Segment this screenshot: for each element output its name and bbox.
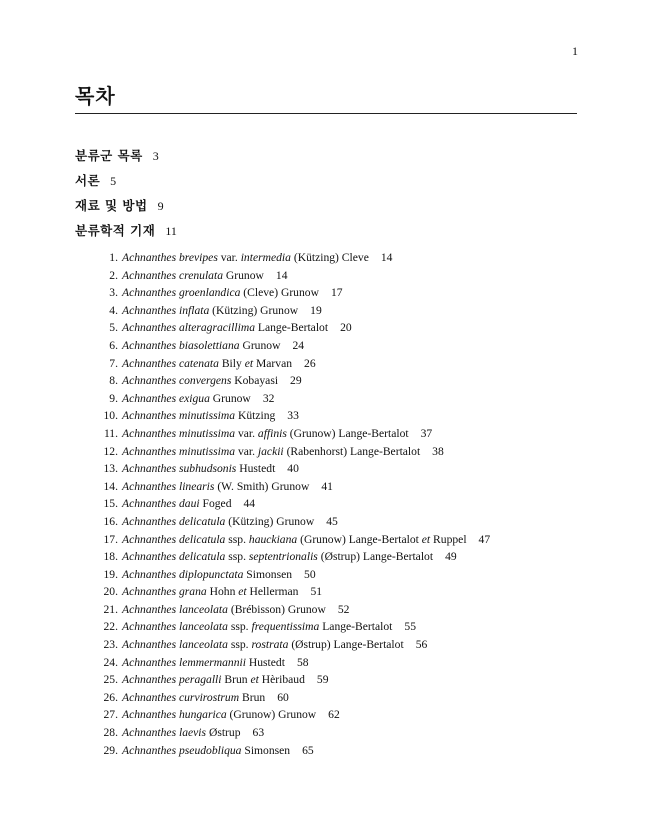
taxon-text: Lange-Bertalot (255, 321, 329, 335)
toc-entry[interactable] (92, 583, 490, 601)
toc-entry[interactable] (92, 601, 490, 619)
taxon-text: Kützing (235, 409, 276, 423)
entry-page: 55 (404, 620, 416, 634)
toc-entry[interactable] (92, 531, 490, 549)
taxon-text: (W. Smith) Grunow (214, 479, 310, 493)
entry-taxon-name (122, 304, 298, 317)
entry-taxon-name (122, 251, 369, 264)
taxon-text: Simonsen (241, 743, 291, 757)
toc-entry[interactable] (92, 284, 490, 302)
taxon-italic-text: et (421, 532, 431, 546)
entry-page: 56 (415, 638, 428, 652)
taxon-italic-text: Achnanthes lanceolata (122, 638, 228, 652)
entry-number: 6. (109, 338, 118, 352)
toc-entry[interactable] (92, 302, 490, 320)
entry-number: 23. (103, 638, 118, 652)
entry-page: 14 (275, 268, 288, 282)
entry-number: 26. (103, 690, 118, 704)
taxon-italic-text: Achnanthes laevis (122, 726, 207, 740)
taxon-text: Østrup (206, 726, 241, 740)
entry-taxon-name (122, 533, 467, 546)
section-page: 11 (165, 224, 177, 238)
entry-taxon-name (122, 427, 409, 440)
entry-taxon-name (122, 603, 326, 616)
entry-number: 3. (109, 286, 118, 300)
toc-entry[interactable] (92, 425, 490, 443)
taxon-italic-text: hauckiana (248, 532, 298, 546)
taxon-text: var. (235, 426, 258, 440)
taxon-text: (Kützing) Grunow (225, 514, 315, 528)
entry-page: 45 (326, 514, 338, 528)
entry-page: 37 (420, 426, 433, 440)
taxon-text: (Grunow) Grunow (226, 708, 317, 722)
taxon-entry-list (92, 249, 490, 759)
taxon-text: Kobayasi (231, 374, 279, 388)
taxon-italic-text: Achnanthes alteragracillima (122, 321, 255, 335)
entry-page: 17 (330, 286, 343, 300)
entry-taxon-name (122, 568, 292, 581)
taxon-italic-text: affinis (257, 426, 287, 440)
taxon-text: ssp. (225, 550, 249, 564)
entry-page: 40 (287, 462, 299, 476)
toc-entry[interactable] (92, 689, 490, 707)
taxon-italic-text: Achnanthes delicatula (122, 532, 226, 546)
entry-taxon-name (122, 550, 433, 563)
taxon-italic-text: Achnanthes pseudobliqua (122, 743, 242, 757)
entry-page: 47 (478, 532, 491, 546)
taxon-italic-text: Achnanthes curvirostrum (122, 690, 240, 704)
taxon-italic-text: jackii (257, 444, 284, 458)
toc-entry[interactable] (92, 319, 490, 337)
entry-taxon-name (122, 673, 305, 686)
toc-entry[interactable] (92, 390, 490, 408)
taxon-text: Marvan (253, 356, 293, 370)
entry-number: 17. (103, 532, 118, 546)
taxon-italic-text: Achnanthes catenata (122, 356, 219, 370)
entry-number: 19. (103, 567, 118, 581)
toc-entry[interactable] (92, 355, 490, 373)
entry-taxon-name (122, 286, 319, 299)
toc-entry[interactable] (92, 372, 490, 390)
entry-taxon-name (122, 515, 314, 528)
taxon-italic-text: et (238, 585, 247, 599)
entry-number: 20. (103, 585, 118, 599)
page-title: 목차 (75, 80, 577, 114)
toc-entry[interactable] (92, 706, 490, 724)
taxon-text: (Østrup) Lange-Bertalot (288, 638, 404, 652)
entry-number: 14. (103, 479, 118, 493)
taxon-text: (Østrup) Lange-Bertalot (317, 550, 434, 564)
toc-entry[interactable] (92, 443, 490, 461)
entry-page: 58 (296, 655, 309, 669)
entry-taxon-name (122, 726, 241, 739)
entry-page: 63 (252, 726, 265, 740)
entry-page: 62 (328, 708, 340, 722)
taxon-text: ssp. (227, 620, 252, 634)
entry-number: 13. (103, 462, 118, 476)
entry-page: 19 (310, 303, 322, 317)
taxon-text: Ruppel (430, 532, 467, 546)
entry-page: 26 (304, 356, 316, 370)
taxon-text: Hellerman (246, 585, 299, 599)
taxon-italic-text: Achnanthes grana (122, 585, 207, 599)
taxon-text: var. (235, 444, 258, 458)
taxon-text: Lange-Bertalot (319, 620, 393, 634)
taxon-italic-text: Achnanthes minutissima (122, 444, 236, 458)
taxon-italic-text: Achnanthes hungarica (122, 708, 227, 722)
taxon-text: ssp. (227, 638, 252, 652)
taxon-italic-text: intermedia (240, 251, 291, 264)
entry-number: 27. (103, 708, 118, 722)
taxon-italic-text: rostrata (251, 638, 289, 652)
toc-entry[interactable] (92, 654, 490, 672)
entry-taxon-name (122, 691, 265, 704)
entry-page: 49 (445, 550, 457, 564)
taxon-italic-text: et (250, 673, 259, 687)
taxon-italic-text: frequentissima (251, 620, 320, 634)
entry-number: 10. (103, 409, 118, 423)
toc-entry[interactable] (92, 267, 490, 285)
entry-taxon-name (122, 269, 264, 282)
toc-entry[interactable] (92, 724, 490, 742)
entry-number: 24. (103, 655, 118, 669)
section-title: 분류학적 기재 (75, 223, 156, 238)
entry-number: 1. (109, 251, 118, 264)
toc-entry[interactable] (92, 249, 490, 267)
taxon-text: Bily (218, 356, 245, 370)
entry-number: 22. (103, 620, 118, 634)
entry-page: 51 (310, 585, 323, 599)
entry-taxon-name (122, 497, 232, 510)
toc-entry[interactable] (92, 636, 490, 654)
taxon-text: (Kützing) Cleve (290, 251, 369, 264)
entry-page: 65 (302, 743, 314, 757)
entry-page: 41 (321, 479, 333, 493)
section-list (75, 146, 177, 246)
entry-taxon-name (122, 620, 392, 633)
section-title: 재료 및 방법 (75, 198, 148, 213)
toc-entry[interactable] (92, 337, 490, 355)
toc-entry[interactable] (92, 618, 490, 636)
entry-taxon-name (122, 708, 316, 721)
taxon-text: Hohn (206, 585, 239, 599)
entry-taxon-name (122, 374, 278, 387)
entry-page: 24 (292, 338, 305, 352)
toc-entry[interactable] (92, 742, 490, 760)
toc-entry[interactable] (92, 460, 490, 478)
taxon-italic-text: Achnanthes subhudsonis (122, 462, 237, 476)
toc-section[interactable] (75, 196, 177, 221)
toc-section[interactable] (75, 171, 177, 196)
taxon-text: Hustedt (236, 462, 276, 476)
section-title: 분류군 목록 (75, 148, 143, 163)
entry-page: 59 (316, 673, 329, 687)
taxon-italic-text: Achnanthes minutissima (122, 409, 236, 423)
entry-number: 9. (109, 391, 118, 405)
entry-page: 14 (380, 251, 393, 264)
taxon-italic-text: Achnanthes biasolettiana (122, 338, 240, 352)
taxon-italic-text: Achnanthes daui (122, 497, 200, 511)
entry-number: 18. (103, 550, 118, 564)
taxon-italic-text: Achnanthes lemmermannii (122, 655, 246, 669)
toc-entry[interactable] (92, 478, 490, 496)
taxon-italic-text: Achnanthes exigua (122, 391, 210, 405)
taxon-italic-text: Achnanthes delicatula (122, 514, 226, 528)
taxon-text: (Rabenhorst) Lange-Bertalot (283, 444, 421, 458)
entry-number: 7. (109, 356, 118, 370)
entry-taxon-name (122, 585, 298, 598)
entry-taxon-name (122, 480, 309, 493)
taxon-text: (Grunow) Lange-Bertalot (286, 426, 409, 440)
entry-taxon-name (122, 321, 328, 334)
entry-number: 16. (103, 514, 118, 528)
taxon-text: Grunow (209, 391, 251, 405)
toc-entry[interactable] (92, 407, 490, 425)
taxon-text: Brun (239, 690, 266, 704)
entry-taxon-name (122, 445, 420, 458)
taxon-italic-text: Achnanthes minutissima (122, 426, 236, 440)
entry-page: 29 (290, 374, 302, 388)
section-page: 3 (152, 149, 159, 163)
taxon-italic-text: Achnanthes inflata (122, 303, 210, 317)
taxon-text: ssp. (225, 532, 249, 546)
entry-taxon-name (122, 462, 275, 475)
entry-number: 25. (103, 673, 118, 687)
section-page: 9 (157, 199, 164, 213)
taxon-text: Hustedt (245, 655, 285, 669)
entry-number: 8. (109, 374, 118, 388)
entry-number: 15. (103, 497, 118, 511)
taxon-italic-text: Achnanthes peragalli (122, 673, 222, 687)
taxon-italic-text: Achnanthes delicatula (122, 550, 226, 564)
taxon-text: var. (217, 251, 241, 264)
toc-section[interactable] (75, 221, 177, 246)
entry-number: 11. (103, 426, 118, 440)
taxon-text: Hèribaud (258, 673, 305, 687)
entry-page: 20 (340, 321, 352, 335)
taxon-italic-text: Achnanthes lanceolata (122, 602, 228, 616)
entry-taxon-name (122, 339, 280, 352)
toc-entry[interactable] (92, 513, 490, 531)
entry-number: 12. (103, 444, 118, 458)
taxon-text: Foged (199, 497, 232, 511)
taxon-italic-text: septentrionalis (248, 550, 318, 564)
entry-taxon-name (122, 392, 251, 405)
entry-page: 60 (277, 690, 289, 704)
entry-taxon-name (122, 744, 290, 757)
entry-number: 4. (109, 303, 118, 317)
toc-entry[interactable] (92, 566, 490, 584)
entry-number: 28. (103, 726, 118, 740)
toc-section[interactable] (75, 146, 177, 171)
entry-page: 33 (287, 409, 299, 423)
toc-entry[interactable] (92, 495, 490, 513)
taxon-italic-text: Achnanthes brevipes (122, 251, 218, 264)
toc-entry[interactable] (92, 548, 490, 566)
entry-taxon-name (122, 638, 404, 651)
entry-page: 32 (262, 391, 275, 405)
taxon-text: (Kützing) Grunow (209, 303, 299, 317)
taxon-italic-text: Achnanthes lanceolata (122, 620, 228, 634)
taxon-text: (Cleve) Grunow (240, 286, 319, 300)
entry-page: 50 (304, 567, 316, 581)
toc-entry[interactable] (92, 671, 490, 689)
entry-page: 52 (337, 602, 350, 616)
entry-number: 29. (103, 743, 118, 757)
taxon-text: (Brébisson) Grunow (227, 602, 326, 616)
taxon-text: Brun (221, 673, 251, 687)
entry-number: 21. (103, 602, 118, 616)
taxon-text: Simonsen (243, 567, 293, 581)
taxon-italic-text: Achnanthes diplopunctata (122, 567, 244, 581)
entry-taxon-name (122, 357, 292, 370)
taxon-italic-text: Achnanthes linearis (122, 479, 215, 493)
taxon-italic-text: Achnanthes groenlandica (122, 286, 241, 300)
entry-taxon-name (122, 656, 285, 669)
section-page: 5 (110, 174, 117, 188)
taxon-italic-text: Achnanthes convergens (122, 374, 232, 388)
page-number: 1 (572, 44, 578, 58)
entry-number: 2. (109, 268, 118, 282)
taxon-text: (Grunow) Lange-Bertalot (297, 532, 422, 546)
taxon-text: Grunow (239, 338, 281, 352)
entry-page: 38 (432, 444, 444, 458)
entry-page: 44 (243, 497, 256, 511)
section-title: 서론 (75, 173, 101, 188)
taxon-text: Grunow (223, 268, 264, 282)
taxon-italic-text: Achnanthes crenulata (122, 268, 223, 282)
taxon-italic-text: et (244, 356, 254, 370)
entry-taxon-name (122, 409, 275, 422)
entry-number: 5. (109, 321, 118, 335)
